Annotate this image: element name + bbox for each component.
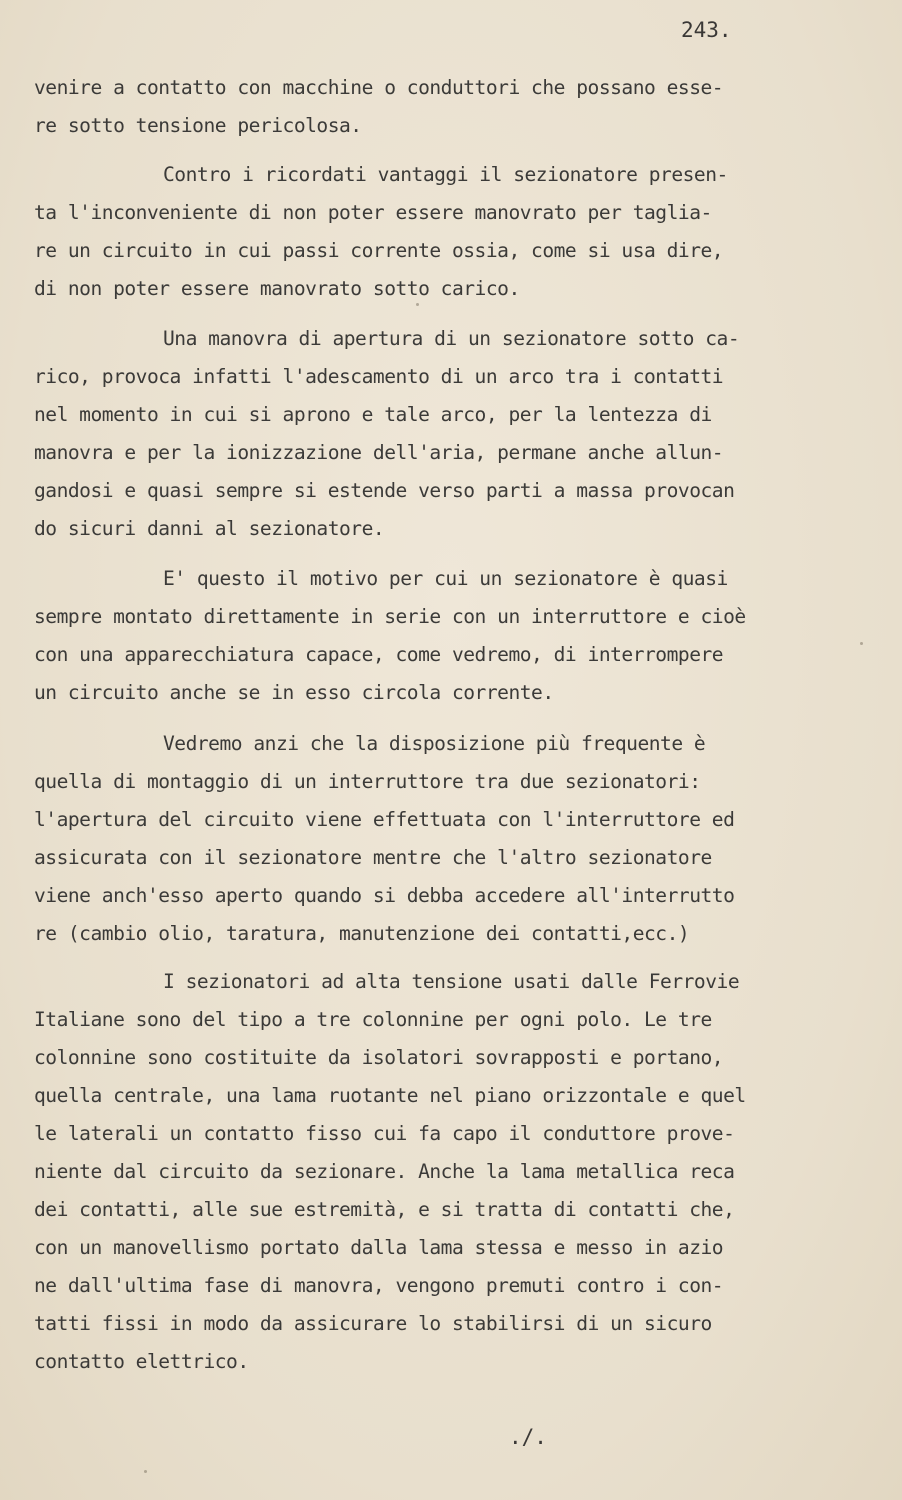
text-line: rico, provoca infatti l'adescamento di un arco tra i contatti xyxy=(34,365,724,388)
text-line: nel momento in cui si aprono e tale arco, per la lentezza di xyxy=(34,403,712,426)
text-line: re sotto tensione pericolosa. xyxy=(34,114,362,137)
text-line: con una apparecchiatura capace, come vedremo, di interrompere xyxy=(34,643,724,666)
text-line: Vedremo anzi che la disposizione più frequente è xyxy=(163,732,706,755)
text-line: niente dal circuito da sezionare. Anche la lama metallica reca xyxy=(34,1160,735,1183)
text-line: manovra e per la ionizzazione dell'aria, permane anche allun- xyxy=(34,441,724,464)
text-line: viene anch'esso aperto quando si debba accedere all'interrutto xyxy=(34,884,735,907)
text-line: quella di montaggio di un interruttore tra due sezionatori: xyxy=(34,770,701,793)
text-line: re un circuito in cui passi corrente ossia, come si usa dire, xyxy=(34,239,724,262)
paper-speck xyxy=(860,642,863,645)
text-line: Una manovra di apertura di un sezionatore sotto ca- xyxy=(163,327,740,350)
continuation-mark: ./. xyxy=(509,1425,547,1449)
paper-speck xyxy=(144,1470,147,1473)
text-line: di non poter essere manovrato sotto carico. xyxy=(34,277,520,300)
text-line: E' questo il motivo per cui un sezionatore è quasi xyxy=(163,567,728,590)
text-line: dei contatti, alle sue estremità, e si tratta di contatti che, xyxy=(34,1198,735,1221)
text-line: re (cambio olio, taratura, manutenzione dei contatti,ecc.) xyxy=(34,922,690,945)
text-line: un circuito anche se in esso circola corrente. xyxy=(34,681,554,704)
text-line: con un manovellismo portato dalla lama stessa e messo in azio xyxy=(34,1236,724,1259)
text-line: le laterali un contatto fisso cui fa capo il conduttore prove- xyxy=(34,1122,735,1145)
text-line: tatti fissi in modo da assicurare lo stabilirsi di un sicuro xyxy=(34,1312,712,1335)
page-number: 243. xyxy=(681,18,732,42)
text-line: quella centrale, una lama ruotante nel piano orizzontale e quel xyxy=(34,1084,746,1107)
text-line: venire a contatto con macchine o conduttori che possano esse- xyxy=(34,76,724,99)
text-line: assicurata con il sezionatore mentre che l'altro sezionatore xyxy=(34,846,712,869)
text-line: colonnine sono costituite da isolatori sovrapposti e portano, xyxy=(34,1046,724,1069)
text-line: l'apertura del circuito viene effettuata con l'interruttore ed xyxy=(34,808,735,831)
text-line: Contro i ricordati vantaggi il sezionatore presen- xyxy=(163,163,728,186)
text-line: ta l'inconveniente di non poter essere manovrato per taglia- xyxy=(34,201,712,224)
text-line: Italiane sono del tipo a tre colonnine per ogni polo. Le tre xyxy=(34,1008,712,1031)
text-line: ne dall'ultima fase di manovra, vengono premuti contro i con- xyxy=(34,1274,724,1297)
text-line: I sezionatori ad alta tensione usati dalle Ferrovie xyxy=(163,970,740,993)
text-line: sempre montato direttamente in serie con un interruttore e cioè xyxy=(34,605,746,628)
text-line: do sicuri danni al sezionatore. xyxy=(34,517,385,540)
paper-speck xyxy=(416,303,419,306)
text-line: contatto elettrico. xyxy=(34,1350,249,1373)
text-line: gandosi e quasi sempre si estende verso parti a massa provocan xyxy=(34,479,735,502)
